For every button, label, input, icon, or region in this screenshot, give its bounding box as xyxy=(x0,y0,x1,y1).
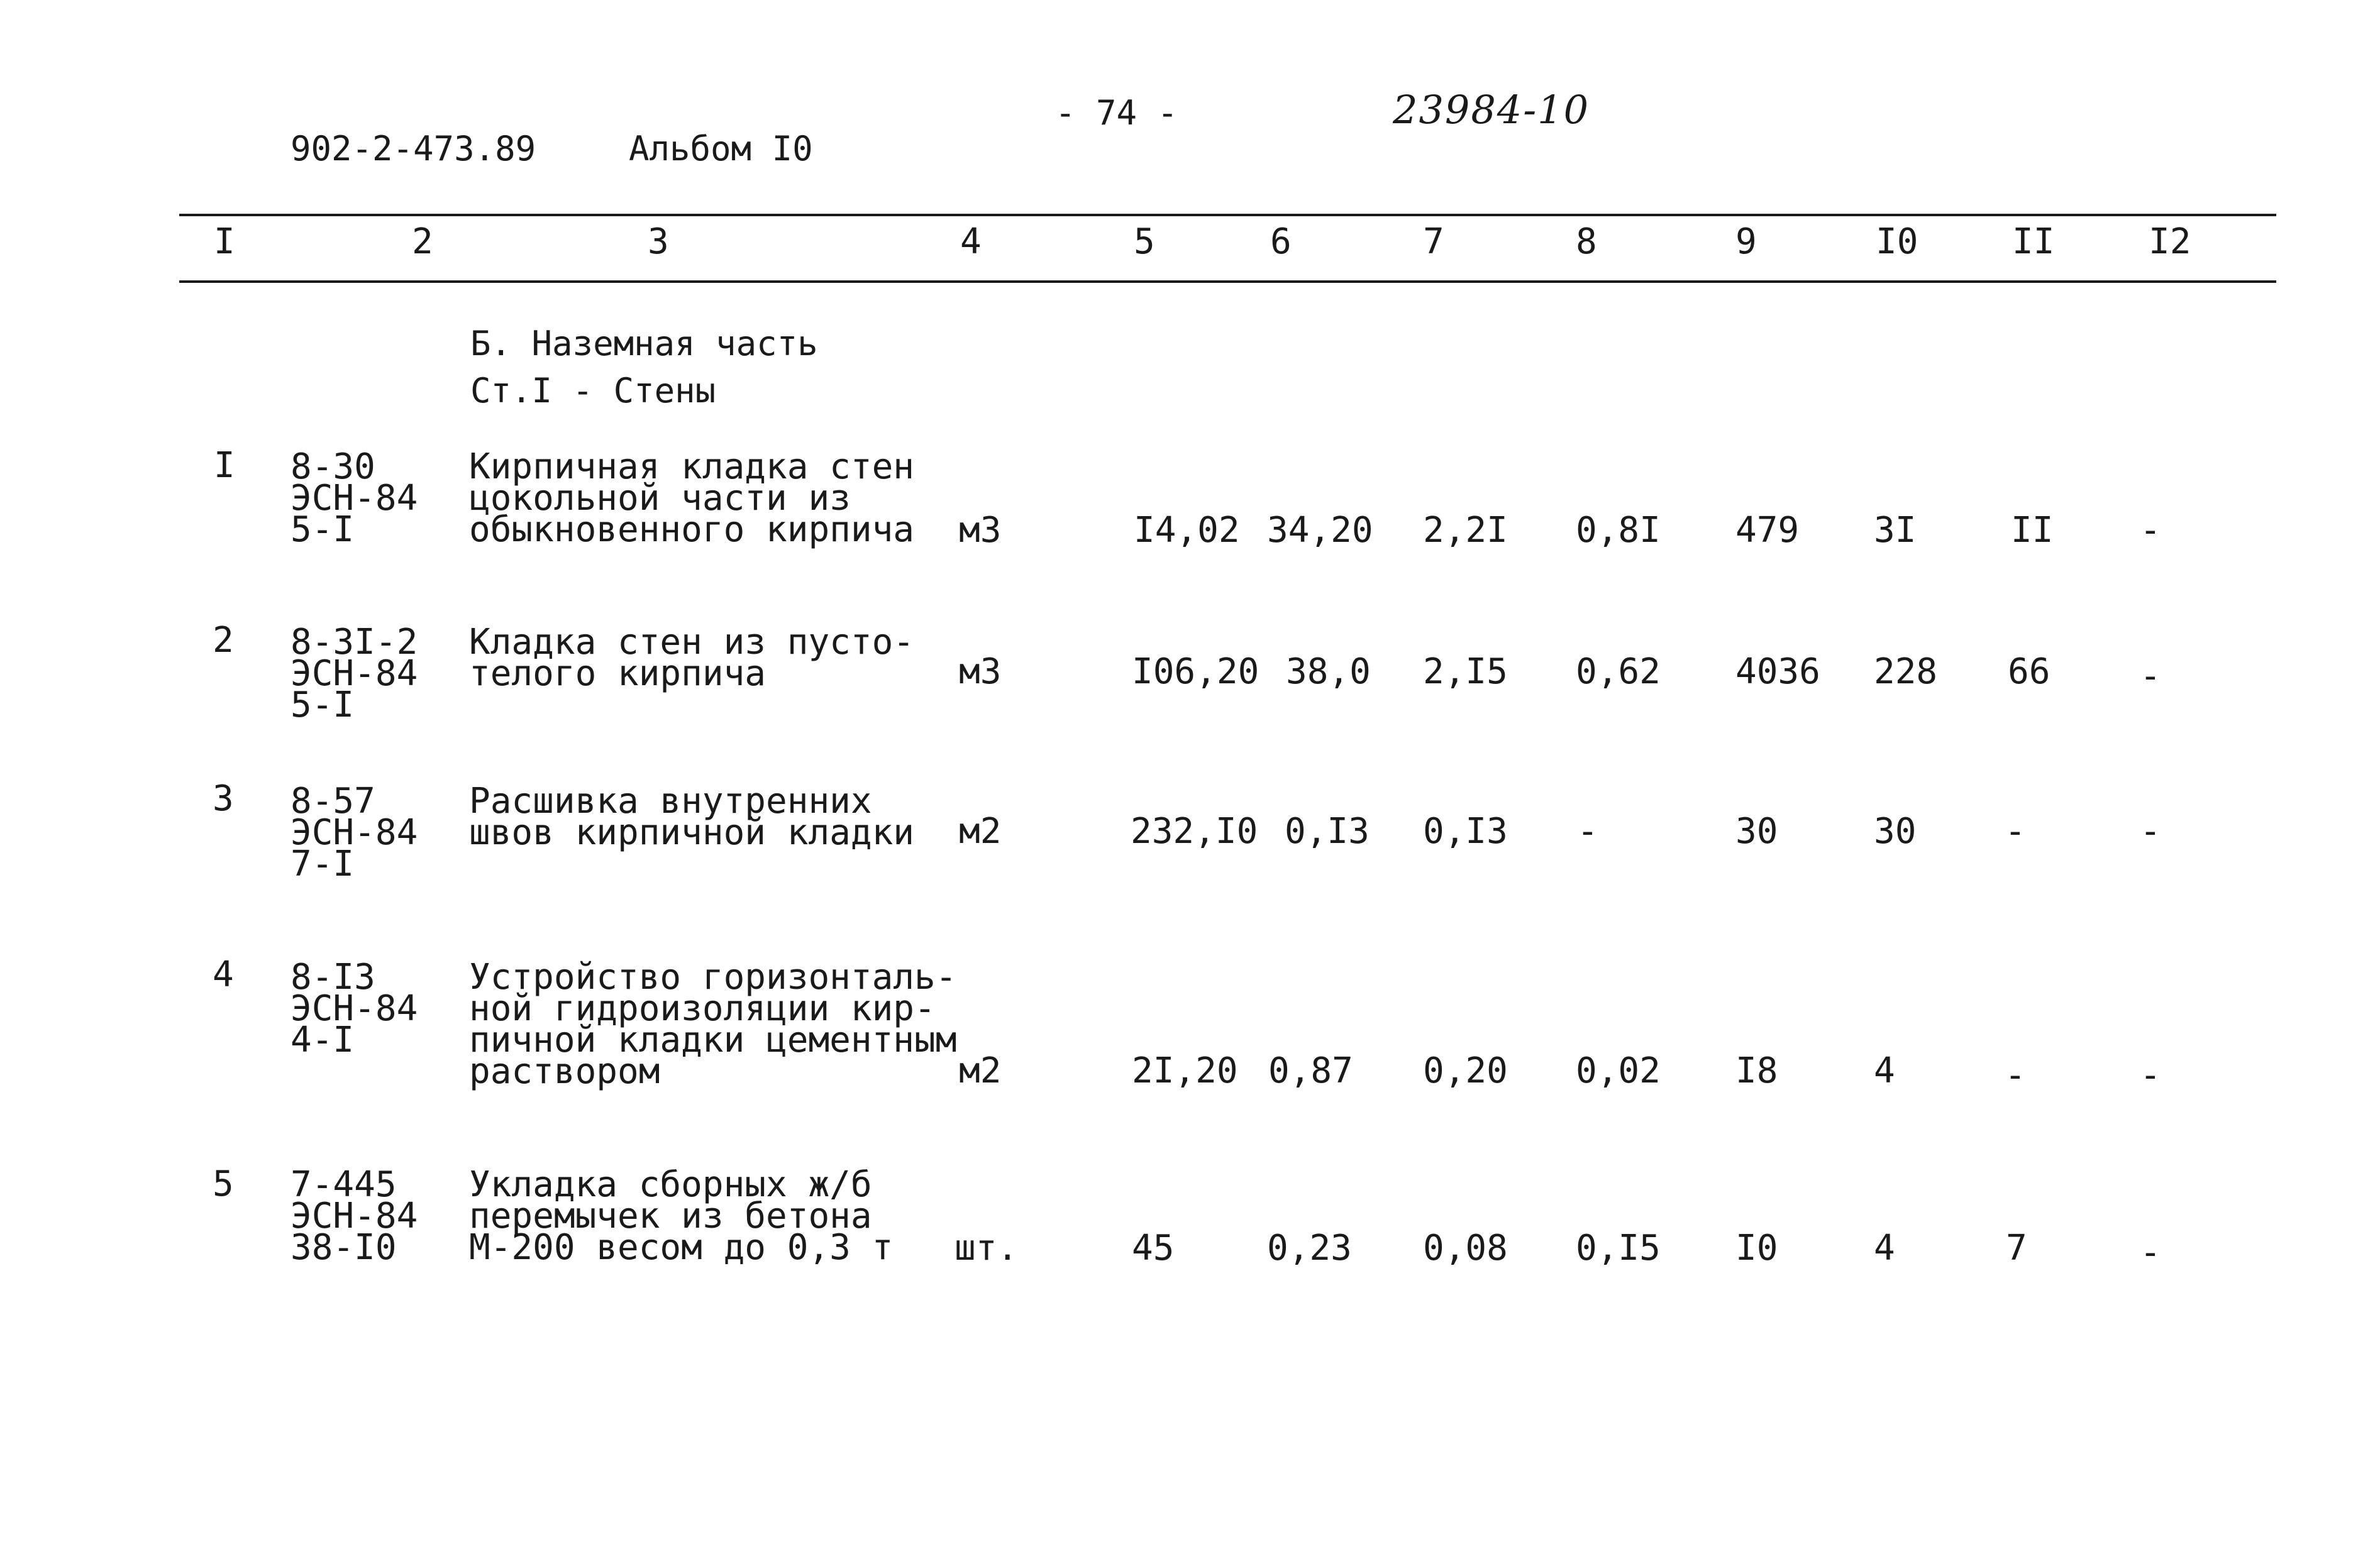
work-description xyxy=(469,1164,894,1268)
col5-value: I4,02 xyxy=(1134,510,1240,551)
col6-value: 0,87 xyxy=(1268,1050,1353,1091)
col11-value: - xyxy=(2005,1055,2026,1096)
col11-value: II xyxy=(2011,510,2054,551)
col12-value: - xyxy=(2140,1232,2161,1273)
col11-value: 7 xyxy=(2006,1228,2027,1269)
description-line: цокольной части из xyxy=(469,478,851,519)
col8-value: 0,8I xyxy=(1576,510,1661,551)
description-line: пичной кладки цементным xyxy=(469,1020,957,1060)
norm-code-line: 7-I xyxy=(291,844,355,884)
col11-value: 66 xyxy=(2008,651,2051,692)
norm-code xyxy=(291,1164,418,1268)
table-top-rule xyxy=(179,214,2276,216)
col12-value: - xyxy=(2140,656,2161,697)
unit: м2 xyxy=(959,811,1002,852)
description-line: Кладка стен из пусто- xyxy=(469,622,915,663)
work-description xyxy=(469,622,915,694)
col7-value: 2,I5 xyxy=(1423,651,1508,692)
col-header-9: 9 xyxy=(1735,221,1757,262)
section-title: Б. Наземная часть xyxy=(470,324,818,363)
col6-value: 38,0 xyxy=(1286,651,1371,692)
col-header-12: I2 xyxy=(2149,221,2191,262)
norm-code-line: 8-57 xyxy=(291,781,375,822)
row-number: I xyxy=(214,445,235,486)
col-header-2: 2 xyxy=(412,221,433,262)
norm-code xyxy=(291,781,418,884)
col12-value: - xyxy=(2140,510,2161,551)
col10-value: 228 xyxy=(1874,651,1938,692)
page-number: - 74 - xyxy=(1055,93,1178,133)
norm-code-line: 8-30 xyxy=(291,446,375,487)
col7-value: 0,I3 xyxy=(1423,811,1508,852)
section-subtitle: Ст.I - Стены xyxy=(470,371,716,410)
col5-value: I06,20 xyxy=(1132,651,1259,692)
col6-value: 0,I3 xyxy=(1285,811,1370,852)
col7-value: 0,20 xyxy=(1423,1050,1508,1091)
album-label: Альбом I0 xyxy=(629,129,813,168)
work-description xyxy=(469,957,957,1092)
table-header-rule xyxy=(179,280,2276,283)
description-line: раствором xyxy=(469,1051,660,1092)
col9-value: I8 xyxy=(1735,1050,1778,1091)
description-line: М-200 весом до 0,3 т xyxy=(469,1227,894,1268)
col12-value: - xyxy=(2140,811,2161,852)
unit: шт. xyxy=(955,1228,1019,1269)
col6-value: 34,20 xyxy=(1267,510,1373,551)
description-line: Кирпичная кладка стен xyxy=(469,446,915,487)
norm-code xyxy=(291,622,418,725)
col12-value: - xyxy=(2140,1055,2161,1096)
col8-value: - xyxy=(1577,811,1598,852)
col-header-5: 5 xyxy=(1134,221,1155,262)
norm-code xyxy=(291,446,418,550)
description-line: швов кирпичной кладки xyxy=(469,812,915,853)
norm-code-line: ЭСН-84 xyxy=(291,812,418,853)
col10-value: 4 xyxy=(1874,1228,1895,1269)
col5-value: 45 xyxy=(1132,1228,1175,1269)
col7-value: 2,2I xyxy=(1423,510,1508,551)
norm-code-line: 38-I0 xyxy=(291,1227,397,1268)
unit: м3 xyxy=(959,651,1002,692)
col9-value: I0 xyxy=(1735,1228,1778,1269)
description-line: перемычек из бетона xyxy=(469,1196,872,1236)
row-number: 4 xyxy=(213,954,234,995)
col8-value: 0,62 xyxy=(1576,651,1661,692)
unit: м2 xyxy=(959,1050,1002,1091)
col9-value: 479 xyxy=(1735,510,1800,551)
norm-code-line: ЭСН-84 xyxy=(291,1196,418,1236)
description-line: Укладка сборных ж/б xyxy=(469,1164,872,1205)
norm-code-line: 8-3I-2 xyxy=(291,622,418,663)
col8-value: 0,I5 xyxy=(1576,1228,1661,1269)
unit: м3 xyxy=(959,510,1002,551)
work-description xyxy=(469,446,915,550)
col10-value: 4 xyxy=(1874,1050,1895,1091)
col7-value: 0,08 xyxy=(1423,1228,1508,1269)
col11-value: - xyxy=(2005,811,2026,852)
description-line: Расшивка внутренних xyxy=(469,781,872,822)
row-number: 2 xyxy=(213,620,234,661)
description-line: обыкновенного кирпича xyxy=(469,509,915,550)
norm-code-line: ЭСН-84 xyxy=(291,478,418,519)
col5-value: 232,I0 xyxy=(1131,811,1258,852)
norm-code-line: ЭСН-84 xyxy=(291,988,418,1029)
col-header-6: 6 xyxy=(1270,221,1292,262)
col8-value: 0,02 xyxy=(1576,1050,1661,1091)
col9-value: 30 xyxy=(1735,811,1778,852)
col-header-4: 4 xyxy=(960,221,982,262)
description-line: Устройство горизонталь- xyxy=(469,957,957,998)
col-header-8: 8 xyxy=(1576,221,1597,262)
col-header-11: II xyxy=(2012,221,2055,262)
description-line: ной гидроизоляции кир- xyxy=(469,988,936,1029)
col10-value: 3I xyxy=(1874,510,1917,551)
norm-code-line: ЭСН-84 xyxy=(291,653,418,694)
col5-value: 2I,20 xyxy=(1132,1050,1238,1091)
norm-code-line: 5-I xyxy=(291,685,355,725)
col9-value: 4036 xyxy=(1735,651,1820,692)
col10-value: 30 xyxy=(1874,811,1917,852)
description-line: телого кирпича xyxy=(469,653,767,694)
norm-code-line: 5-I xyxy=(291,509,355,550)
norm-code xyxy=(291,957,418,1060)
document-code: 902-2-473.89 xyxy=(291,129,536,168)
work-description xyxy=(469,781,915,853)
norm-code-line: 8-I3 xyxy=(291,957,375,998)
col-header-3: 3 xyxy=(648,221,669,262)
handwritten-stamp: 23984-10 xyxy=(1393,87,1590,133)
row-number: 5 xyxy=(213,1164,234,1204)
col6-value: 0,23 xyxy=(1267,1228,1352,1269)
col-header-10: I0 xyxy=(1876,221,1918,262)
col-header-7: 7 xyxy=(1423,221,1444,262)
row-number: 3 xyxy=(213,778,234,819)
norm-code-line: 7-445 xyxy=(291,1164,397,1205)
col-header-1: I xyxy=(214,221,235,262)
norm-code-line: 4-I xyxy=(291,1020,355,1060)
